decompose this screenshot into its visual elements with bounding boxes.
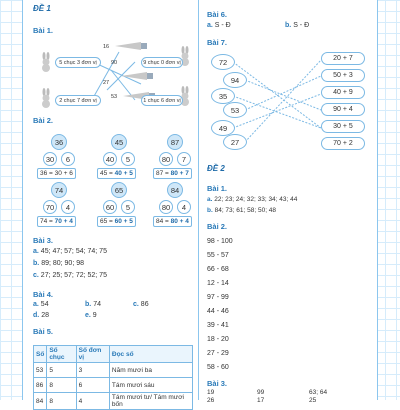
- col-header: Số đơn vị: [76, 346, 109, 363]
- carrot-icon: [113, 40, 149, 52]
- r-bai6-b: b. S - Đ: [285, 22, 310, 29]
- table-row: 84 8 4 Tám mươi tư/ Tám mươi bốn: [34, 393, 193, 410]
- bai4-title: Bài 4.: [33, 290, 54, 299]
- r-bai2-item: 39 - 41: [207, 322, 229, 329]
- bai1-num-3: 27: [103, 80, 110, 86]
- table-row: 53 5 3 Năm mươi ba: [34, 363, 193, 378]
- r-bai2-item: 27 - 29: [207, 350, 229, 357]
- r-bai2-item: 58 - 60: [207, 364, 229, 371]
- r-bai3-r1c1: 19: [207, 389, 215, 396]
- bai7-right-expr: 20 + 7: [321, 52, 365, 65]
- bai7-left-num: 53: [223, 102, 247, 118]
- bai3-title: Bài 3.: [33, 236, 54, 245]
- r-bai6-title: Bài 6.: [207, 10, 228, 19]
- r-bai1-b: b. 84; 73; 61; 58; 50; 48: [207, 207, 277, 214]
- r-bai3-title: Bài 3.: [207, 379, 228, 388]
- rabbit-icon: [39, 88, 53, 108]
- r-bai3-r1c3: 63; 64: [309, 389, 328, 396]
- r-bai2-item: 66 - 68: [207, 266, 229, 273]
- bai7-left-num: 35: [211, 88, 235, 104]
- bai1-box-1: 5 chục 3 đơn vị: [55, 57, 101, 68]
- bai3-item-c: c. 27; 25; 57; 72; 52; 75: [33, 272, 107, 279]
- r-bai3-r2c1: 26: [207, 397, 215, 404]
- bai1-box-2: 9 chục 0 đơn vị: [141, 57, 183, 68]
- bai5-table: [33, 345, 193, 410]
- bai1-num-1: 16: [103, 44, 110, 50]
- r-bai3-r2c3: 25: [309, 397, 317, 404]
- r-bai3-r2c2: 17: [257, 397, 265, 404]
- bai1-num-2: 90: [111, 60, 118, 66]
- bai1-box-4: 1 chục 6 đơn vị: [141, 95, 183, 106]
- r-bai2-item: 12 - 14: [207, 280, 229, 287]
- carrot-icon: [119, 70, 155, 82]
- r-bai7-title: Bài 7.: [207, 38, 228, 47]
- bai7-right-expr: 40 + 9: [321, 86, 365, 99]
- col-header: Số chục: [47, 346, 76, 363]
- r-bai3-r1c2: 99: [257, 389, 265, 396]
- rabbit-icon: [39, 52, 53, 72]
- r-bai1-title: Bài 1.: [207, 184, 228, 193]
- bai7-left-num: 49: [211, 120, 235, 136]
- bai1-title: Bài 1.: [33, 26, 54, 35]
- r-bai2-item: 18 - 20: [207, 336, 229, 343]
- de1-title: ĐỀ 1: [33, 4, 51, 13]
- r-bai2-item: 44 - 46: [207, 308, 229, 315]
- de2-title: ĐỀ 2: [207, 164, 225, 173]
- right-column: [198, 0, 378, 404]
- col-header: Số: [34, 346, 47, 363]
- bai4-d: d. 28: [33, 312, 49, 319]
- bai7-right-expr: 50 + 3: [321, 69, 365, 82]
- r-bai2-title: Bài 2.: [207, 222, 228, 231]
- bai7-right-expr: 70 + 2: [321, 137, 365, 150]
- bai1-num-4: 53: [111, 94, 118, 100]
- bai4-c: c. 86: [133, 301, 149, 308]
- r-bai2-item: 98 - 100: [207, 238, 233, 245]
- bai4-e: e. 9: [85, 312, 97, 319]
- r-bai1-a: a. 22; 23; 24; 32; 33; 34; 43; 44: [207, 196, 298, 203]
- bai7-right-expr: 90 + 4: [321, 103, 365, 116]
- bai7-left-num: 72: [211, 54, 235, 70]
- bai3-item-a: a. 45; 47; 57; 54; 74; 75: [33, 248, 107, 255]
- bai4-b: b. 74: [85, 301, 101, 308]
- bai7-right-expr: 30 + 5: [321, 120, 365, 133]
- bai2-title: Bài 2.: [33, 116, 54, 125]
- bai5-title: Bài 5.: [33, 327, 54, 336]
- bai7-left-num: 27: [223, 134, 247, 150]
- r-bai2-item: 97 - 99: [207, 294, 229, 301]
- col-header: Đọc số: [109, 346, 192, 363]
- bai3-item-b: b. 89; 80; 90; 98: [33, 260, 85, 267]
- r-bai2-item: 55 - 57: [207, 252, 229, 259]
- table-row: 86 8 6 Tám mươi sáu: [34, 378, 193, 393]
- bai4-a: a. 54: [33, 301, 49, 308]
- bai1-box-3: 2 chục 7 đơn vị: [55, 95, 101, 106]
- bai7-left-num: 94: [223, 72, 247, 88]
- left-column: ĐỀ 1 Bài 1. 5 chục 3 đơn vị 9 chục 0 đơn vị 2 chục 7 đơn vị 1 chục 6 đơn vị 16 90 27 53 Bài 2. 36 30 6 36 = 30 + 6 45 40 5 45 = 40 + 5 87 80 7 87 = 80 + 7 74 70 4 74 = 70 + 4 65 60 5 65 = 60 + 5 84 80 4 84 = 80 + 4 Bài 3. a. 45; 47; 57; 54; 74; 75 b. 89; 80; 90; 98 c. 27; 25; 57; 72; 52; 75 Bài 4. a. 54 b. 74 c. 86 d. 28 e. 9 Bài 5.: [22, 0, 200, 400]
- r-bai6-a: a. S - Đ: [207, 22, 231, 29]
